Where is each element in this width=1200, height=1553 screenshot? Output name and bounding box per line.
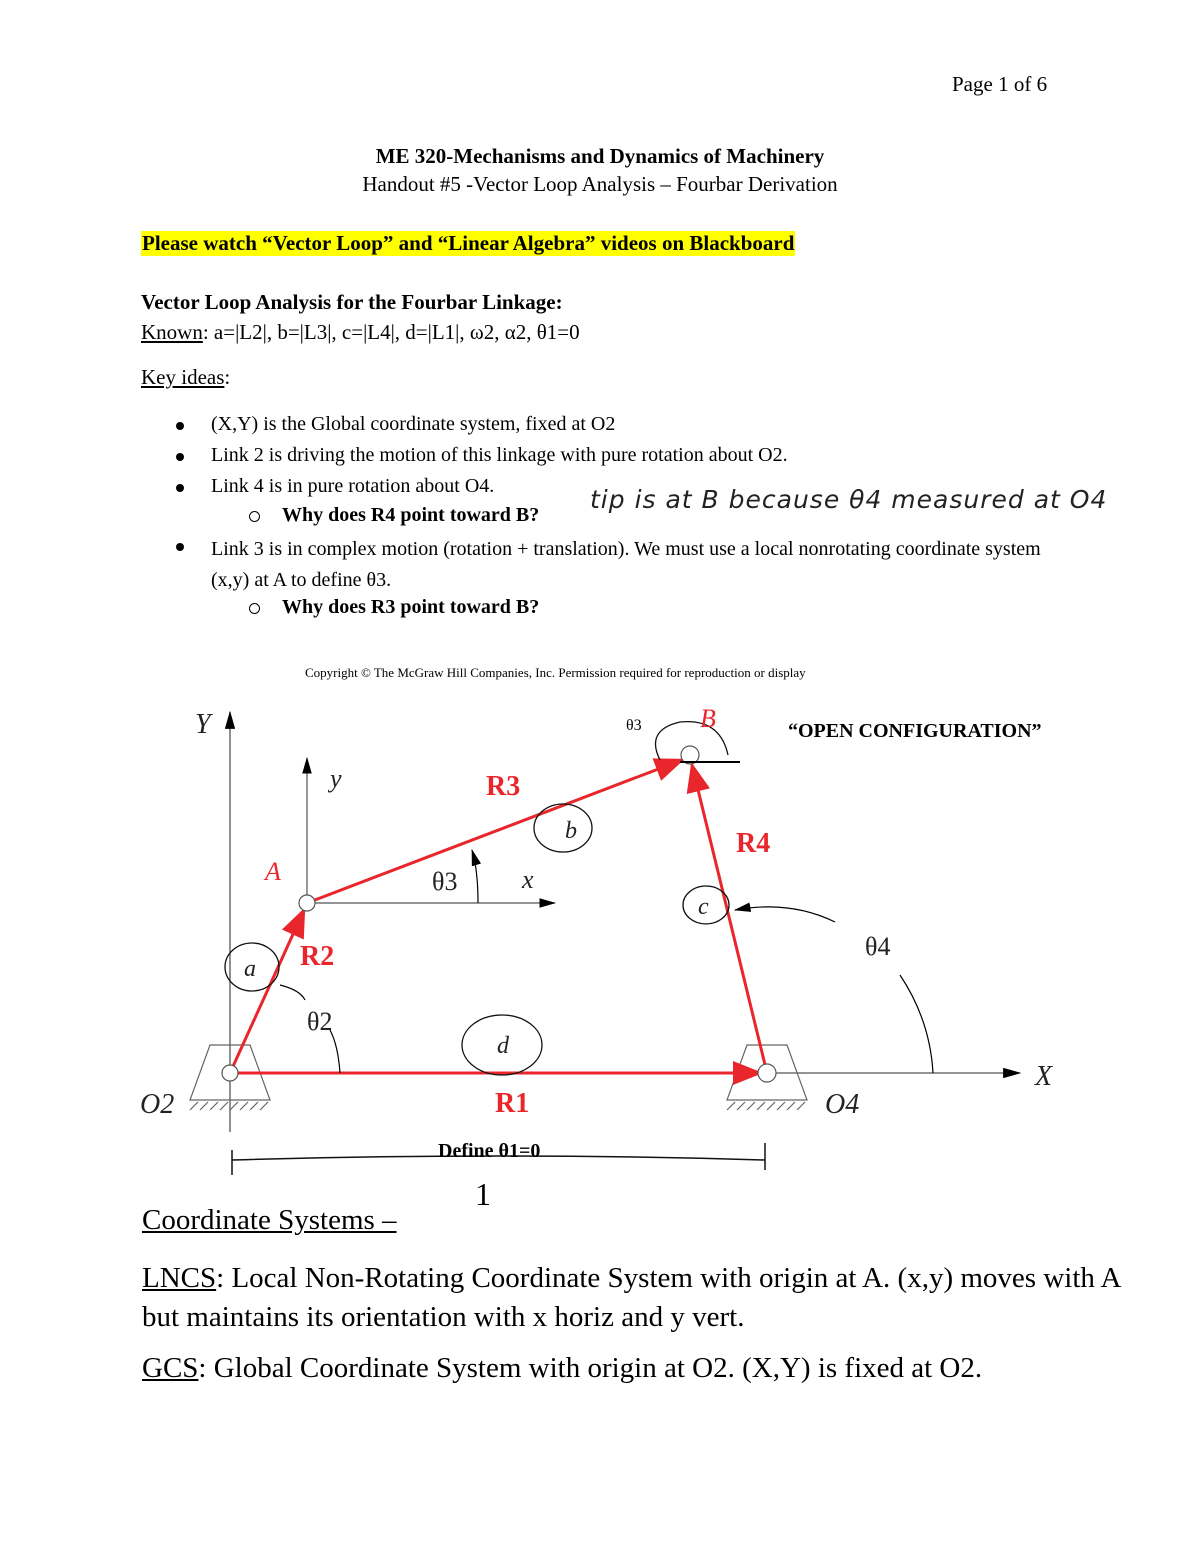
label-Y: Y [195, 709, 211, 740]
label-theta2: θ2 [307, 1007, 333, 1036]
handout-subtitle: Handout #5 -Vector Loop Analysis – Fourbar Derivation [362, 172, 838, 196]
copyright-text: Copyright © The McGraw Hill Companies, Inc. Permission required for reproduction or display [305, 665, 806, 680]
gcs-label: GCS [142, 1352, 199, 1384]
label-theta4: θ4 [865, 932, 891, 961]
label-R1: R1 [495, 1088, 530, 1119]
bullet-text: Link 3 is in complex motion (rotation + translation). We must use a local nonrotating coordinate system (x,y) at A to define θ3. [211, 538, 1041, 591]
define-theta1-label: Define θ1=0 [438, 1140, 541, 1162]
theta4-arrow [735, 907, 835, 922]
bullet-text: Link 2 is driving the motion of this linkage with pure rotation about O2. [211, 444, 788, 466]
highlighted-notice: Please watch “Vector Loop” and “Linear Algebra” videos on Blackboard [142, 231, 795, 255]
section-title: Vector Loop Analysis for the Fourbar Linkage: [141, 290, 563, 314]
course-title: ME 320-Mechanisms and Dynamics of Machinery [375, 144, 825, 168]
label-y: y [330, 764, 342, 793]
lncs-paragraph [142, 1259, 1132, 1337]
label-b: b [565, 818, 577, 844]
theta3-arc [472, 850, 478, 903]
open-configuration-label: “OPEN CONFIGURATION” [788, 720, 1042, 742]
label-A: A [265, 857, 281, 886]
label-R3: R3 [486, 771, 521, 802]
label-O2: O2 [140, 1089, 175, 1120]
label-theta3: θ3 [432, 867, 458, 896]
known-text: : a=|L2|, b=|L3|, c=|L4|, d=|L1|, ω2, α2, θ1=0 [202, 320, 580, 344]
vector-R2 [230, 910, 304, 1073]
key-ideas-suffix: : [224, 365, 231, 389]
key-ideas-label: Key ideas [141, 365, 225, 389]
theta2-arrow-arc [280, 985, 305, 1000]
theta4-arc [900, 975, 933, 1073]
pin-o2 [222, 1065, 238, 1081]
lncs-label: LNCS [142, 1262, 217, 1294]
lncs-text: : Local Non-Rotating Coordinate System with origin at A. (x,y) moves with A but maintains its orientation with x horiz and y vert. [142, 1262, 1120, 1333]
coord-heading [142, 1204, 397, 1237]
label-O4: O4 [825, 1089, 860, 1120]
label-R2: R2 [300, 941, 335, 972]
hand-theta3-label: θ3 [626, 717, 642, 734]
gcs-paragraph [142, 1352, 1132, 1385]
bullet-text: Why does R4 point toward B? [282, 504, 540, 526]
bullet-text: Why does R3 point toward B? [282, 596, 540, 618]
label-d: d [497, 1033, 509, 1059]
hand-mark-1: 1 [475, 1176, 491, 1212]
label-a: a [244, 956, 256, 982]
label-R4: R4 [736, 828, 771, 859]
pin-o4 [758, 1064, 776, 1082]
theta2-arc [330, 1030, 340, 1073]
page-number: Page 1 of 6 [952, 72, 1048, 96]
label-c: c [698, 894, 709, 920]
pin-a [299, 895, 315, 911]
bullet-text: (X,Y) is the Global coordinate system, fixed at O2 [211, 413, 616, 435]
handwritten-note: tip is at B because θ4 measured at O4 [590, 485, 1108, 514]
bullet-text: Link 4 is in pure rotation about O4. [211, 475, 495, 497]
gcs-text: : Global Coordinate System with origin at O2. (X,Y) is fixed at O2. [198, 1352, 983, 1384]
label-B: B [700, 704, 716, 733]
label-X: X [1035, 1061, 1053, 1092]
label-x: x [522, 865, 534, 894]
coord-heading-text: Coordinate Systems – [142, 1204, 397, 1236]
known-label: Known [141, 320, 203, 344]
hand-circle-b [534, 804, 592, 852]
